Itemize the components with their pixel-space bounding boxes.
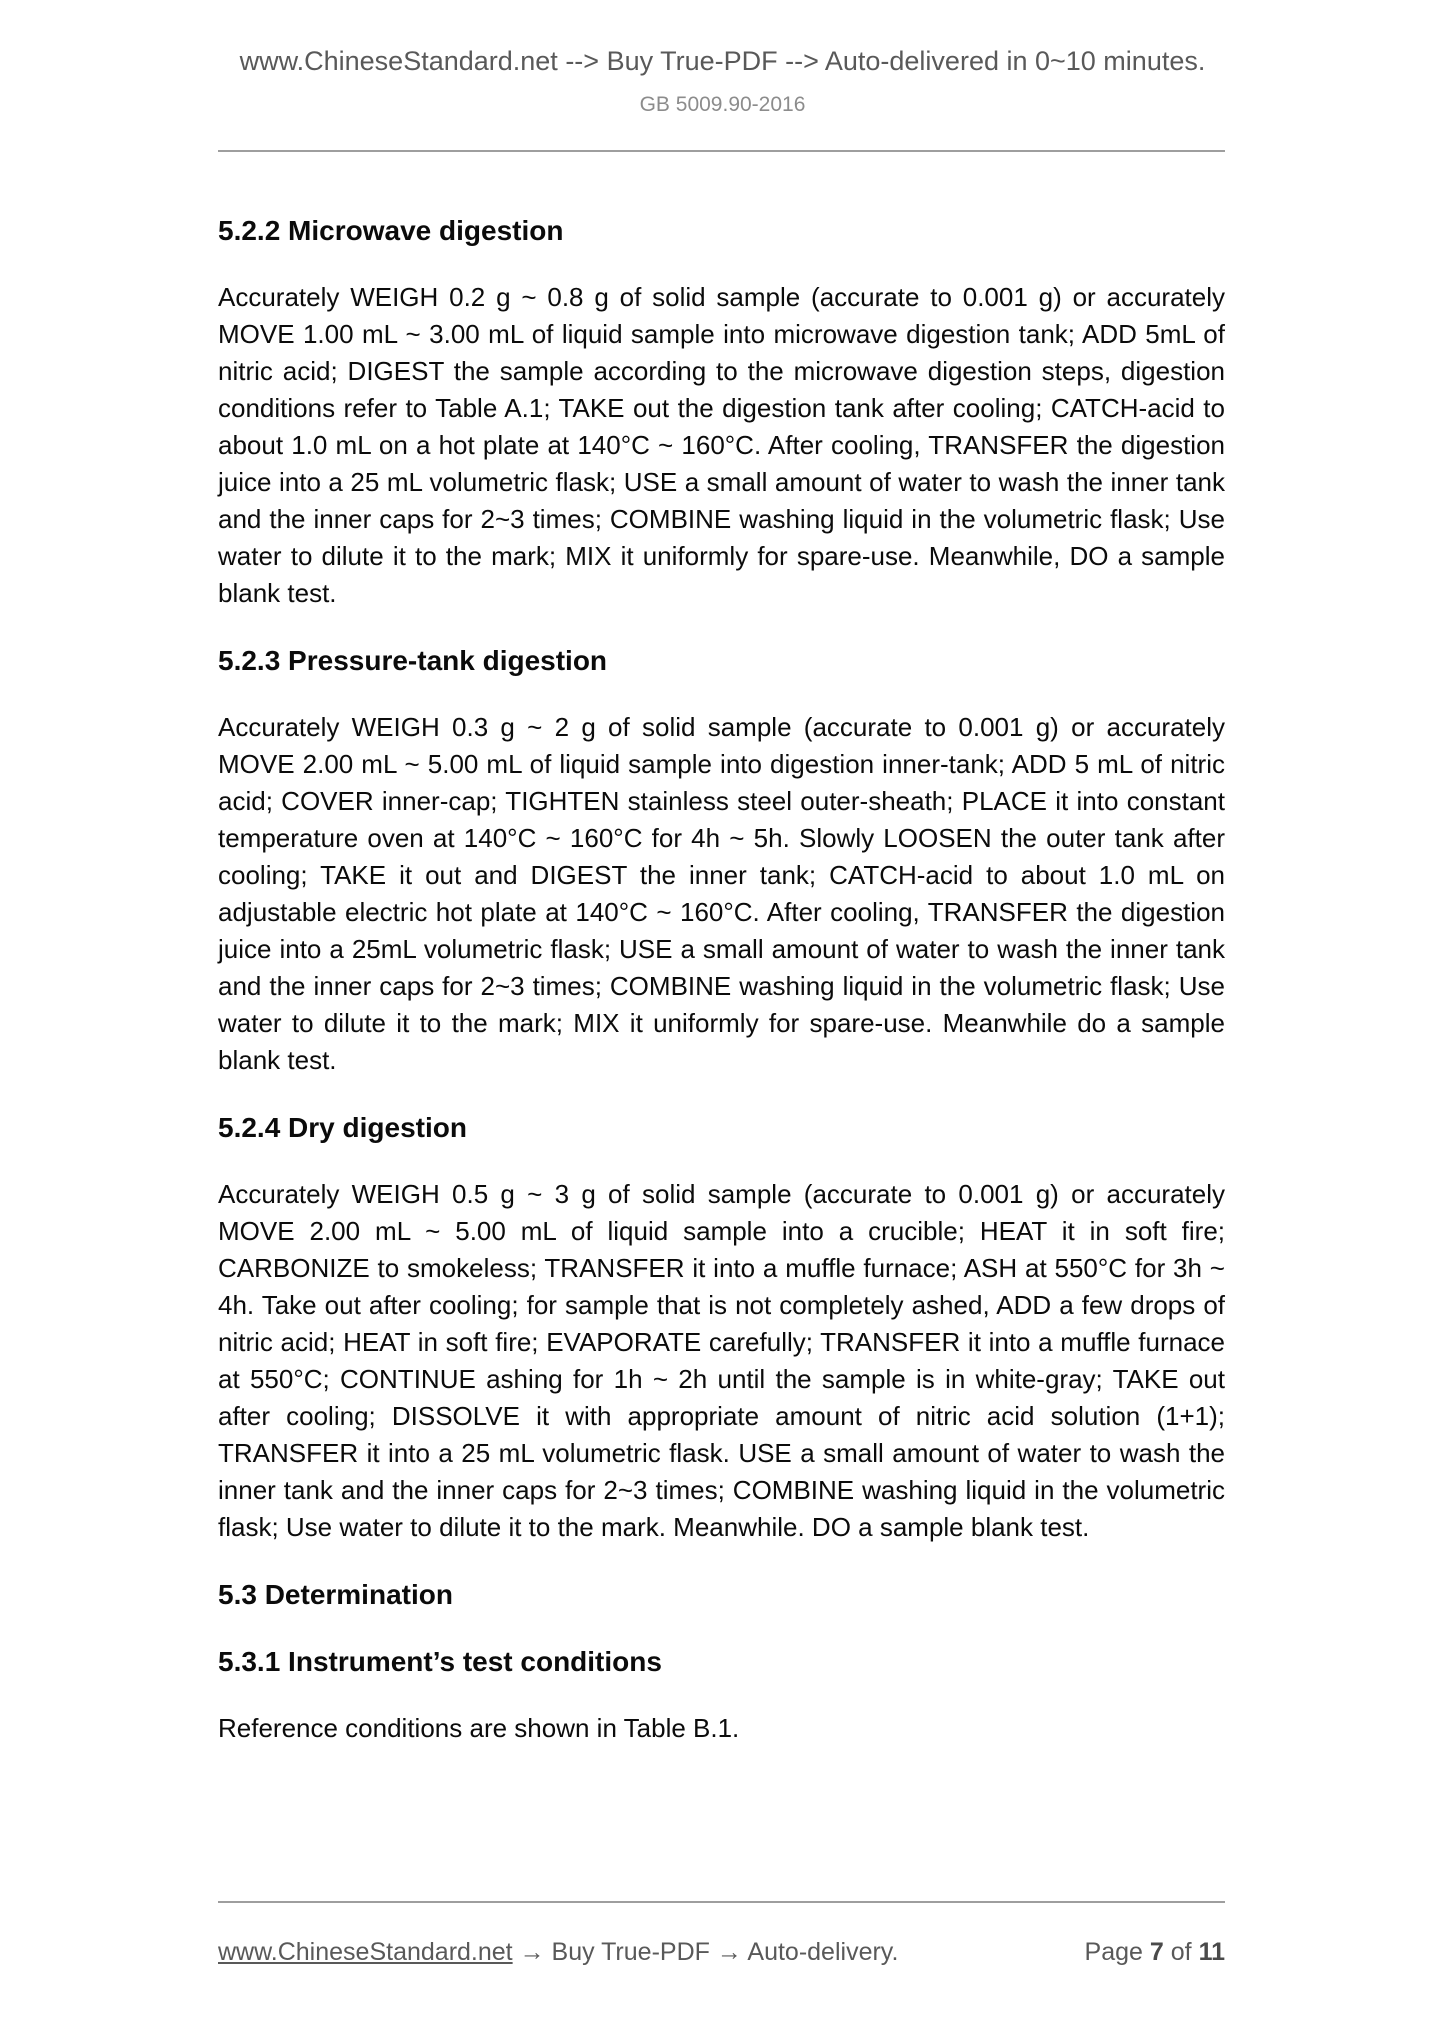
footer-tagline <box>218 1937 898 1968</box>
heading-microwave-digestion: 5.2.2 Microwave digestion <box>218 215 564 246</box>
footer-divider <box>218 1901 1225 1903</box>
paragraph-microwave-digestion: Accurately WEIGH 0.2 g ~ 0.8 g of solid sample (accurate to 0.001 g) or accurately MOVE 1.00 mL ~ 3.00 mL of liquid sample into microwave digestion tank; ADD 5mL of nitric acid; DIGEST the sample according to the microwave digestion steps, digestion conditions refer to Table A.1; TAKE out the digestion tank after cooling; CATCH-acid to about 1.0 mL on a hot plate at 140°C ~ 160°C. After cooling, TRANSFER the digestion juice into a 25 mL volumetric flask; USE a small amount of water to wash the inner tank and the inner caps for 2~3 times; COMBINE washing liquid in the volumetric flask; Use water to dilute it to the mark; MIX it uniformly for spare-use. Meanwhile, DO a sample blank test. <box>218 282 1225 608</box>
heading-determination: 5.3 Determination <box>218 1579 453 1610</box>
document-body <box>218 212 1225 1747</box>
page-header <box>0 0 1445 152</box>
header-tagline: www.ChineseStandard.net --> Buy True-PDF --> Auto-delivered in 0~10 minutes. <box>239 46 1206 76</box>
footer-site-link[interactable]: www.ChineseStandard.net <box>218 1938 513 1966</box>
current-page-number: 7 <box>1149 1938 1164 1966</box>
total-page-number: 11 <box>1198 1938 1225 1966</box>
heading-dry-digestion: 5.2.4 Dry digestion <box>218 1112 467 1143</box>
heading-instrument-test-conditions: 5.3.1 Instrument’s test conditions <box>218 1646 662 1677</box>
paragraph-dry-digestion: Accurately WEIGH 0.5 g ~ 3 g of solid sample (accurate to 0.001 g) or accurately MOVE 2.00 mL ~ 5.00 mL of liquid sample into a crucible; HEAT it in soft fire; CARBONIZE to smokeless; TRANSFER it into a muffle furnace; ASH at 550°C for 3h ~ 4h. Take out after cooling; for sample that is not completely ashed, ADD a few drops of nitric acid; HEAT in soft fire; EVAPORATE carefully; TRANSFER it into a muffle furnace at 550°C; CONTINUE ashing for 1h ~ 2h until the sample is in white-gray; TAKE out after cooling; DISSOLVE it with appropriate amount of nitric acid solution (1+1); TRANSFER it into a 25 mL volumetric flask. USE a small amount of water to wash the inner tank and the inner caps for 2~3 times; COMBINE washing liquid in the volumetric flask; Use water to dilute it to the mark. Meanwhile. DO a sample blank test. <box>218 1179 1225 1542</box>
paragraph-reference-conditions: Reference conditions are shown in Table B.1. <box>218 1713 740 1743</box>
paragraph-pressure-tank-digestion: Accurately WEIGH 0.3 g ~ 2 g of solid sample (accurate to 0.001 g) or accurately MOVE 2.00 mL ~ 5.00 mL of liquid sample into digestion inner-tank; ADD 5 mL of nitric acid; COVER inner-cap; TIGHTEN stainless steel outer-sheath; PLACE it into constant temperature oven at 140°C ~ 160°C for 4h ~ 5h. Slowly LOOSEN the outer tank after cooling; TAKE it out and DIGEST the inner tank; CATCH-acid to about 1.0 mL on adjustable electric hot plate at 140°C ~ 160°C. After cooling, TRANSFER the digestion juice into a 25mL volumetric flask; USE a small amount of water to wash the inner tank and the inner caps for 2~3 times; COMBINE washing liquid in the volumetric flask; Use water to dilute it to the mark; MIX it uniformly for spare-use. Meanwhile do a sample blank test. <box>218 712 1225 1075</box>
page-footer <box>218 1901 1225 1968</box>
heading-pressure-tank-digestion: 5.2.3 Pressure-tank digestion <box>218 645 608 676</box>
page-indicator <box>1085 1937 1225 1968</box>
footer-tagline-rest: → Buy True-PDF → Auto-delivery. <box>512 1938 899 1966</box>
page-word: Page <box>1084 1938 1143 1966</box>
of-word: of <box>1170 1938 1192 1966</box>
header-divider <box>218 150 1225 152</box>
footer-row <box>218 1937 1225 1968</box>
standard-number: GB 5009.90-2016 <box>639 93 806 116</box>
